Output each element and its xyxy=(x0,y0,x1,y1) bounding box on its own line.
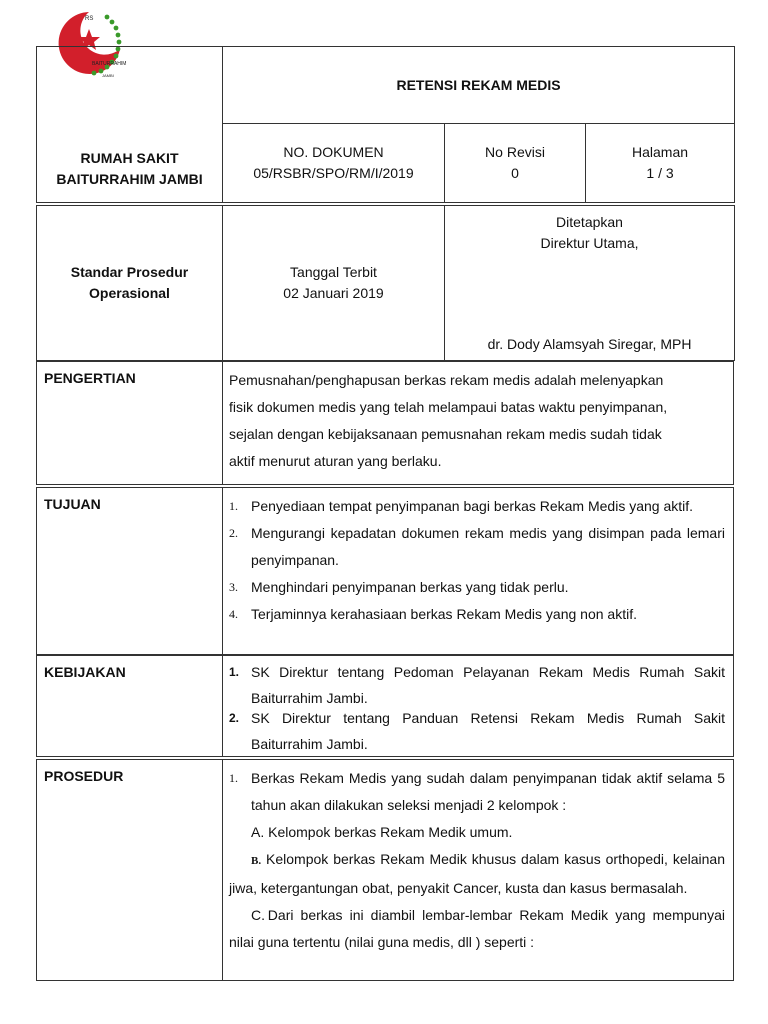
list-number: 2. xyxy=(229,711,240,725)
kebijakan-list xyxy=(229,659,725,757)
doc-no-value: 05/RSBR/SPO/RM/I/2019 xyxy=(253,165,414,181)
revision-cell xyxy=(445,124,586,203)
svg-text:BAITURRAHIM: BAITURRAHIM xyxy=(92,61,127,67)
section-body-kebijakan xyxy=(223,656,733,756)
list-text: SK Direktur tentang Pedoman Pelayanan Rekam Medis Rumah Sakit Baiturrahim Jambi. xyxy=(251,664,725,706)
page-value: 1 / 3 xyxy=(646,165,674,181)
prosedur-sub-a: A. Kelompok berkas Rekam Medik umum. xyxy=(251,824,513,840)
pengertian-line: sejalan dengan kebijaksanaan pemusnahan rekam medis sudah tidak xyxy=(229,426,662,442)
org-name-line-1: RUMAH SAKIT xyxy=(80,150,179,166)
issue-date-cell xyxy=(223,206,445,361)
page-cell xyxy=(586,124,735,203)
org-name-line-2: BAITURRAHIM JAMBI xyxy=(56,171,203,187)
list-number: 1. xyxy=(229,499,238,513)
document-number-cell xyxy=(223,124,445,203)
sop-type-cell xyxy=(37,206,223,361)
approval-position: Direktur Utama, xyxy=(540,235,639,251)
revision-label: No Revisi xyxy=(485,144,545,160)
pengertian-line: Pemusnahan/penghapusan berkas rekam medis adalah melenyapkan xyxy=(229,372,664,388)
list-number: 1. xyxy=(229,665,240,679)
list-number: 2. xyxy=(229,526,238,540)
list-text: SK Direktur tentang Panduan Retensi Rekam Medis Rumah Sakit Baiturrahim Jambi. xyxy=(251,710,725,752)
document-title: RETENSI REKAM MEDIS xyxy=(223,47,735,124)
doc-no-label: NO. DOKUMEN xyxy=(283,144,384,160)
list-text: Terjaminnya kerahasiaan berkas Rekam Medis yang non aktif. xyxy=(251,606,637,622)
list-item xyxy=(229,705,725,757)
section-pengertian xyxy=(36,361,734,485)
issue-date-value: 02 Januari 2019 xyxy=(283,285,384,301)
prosedur-list xyxy=(229,765,725,819)
list-text: Berkas Rekam Medis yang sudah dalam penyimpanan tidak aktif selama 5 tahun akan dilakukan seleksi menjadi 2 kelompok : xyxy=(251,770,725,813)
issue-date-label: Tanggal Terbit xyxy=(290,264,377,280)
signer-name: dr. Dody Alamsyah Siregar, MPH xyxy=(487,336,692,352)
sop-type-line-2: Operasional xyxy=(89,285,170,301)
prosedur-sub-b xyxy=(229,846,725,902)
list-number: 1. xyxy=(229,771,238,785)
svg-text:RS: RS xyxy=(85,16,94,22)
section-label-kebijakan: KEBIJAKAN xyxy=(37,656,223,756)
list-item xyxy=(229,601,725,628)
sop-info-table xyxy=(36,205,735,361)
list-text: Penyediaan tempat penyimpanan bagi berkas Rekam Medis yang aktif. xyxy=(251,498,694,514)
list-text: Mengurangi kepadatan dokumen rekam medis yang disimpan pada lemari penyimpanan. xyxy=(251,525,725,568)
list-text: Menghindari penyimpanan berkas yang tidak perlu. xyxy=(251,579,569,595)
page-label: Halaman xyxy=(632,144,689,160)
section-prosedur xyxy=(36,759,734,981)
list-item xyxy=(229,493,725,520)
list-number: 3. xyxy=(229,580,238,594)
svg-text:JAMBI: JAMBI xyxy=(102,73,114,78)
section-body-pengertian xyxy=(223,362,733,484)
pengertian-line: aktif menurut aturan yang berlaku. xyxy=(229,453,442,469)
approval-cell xyxy=(445,206,735,361)
organization-name xyxy=(37,47,223,203)
section-kebijakan xyxy=(36,655,734,757)
revision-value: 0 xyxy=(511,165,519,181)
section-label-prosedur: PROSEDUR xyxy=(37,760,223,980)
document-header-table xyxy=(36,46,735,203)
list-item xyxy=(229,520,725,574)
list-item xyxy=(229,574,725,601)
list-item xyxy=(229,659,725,711)
list-item xyxy=(229,765,725,819)
section-body-tujuan xyxy=(223,488,733,654)
prosedur-sub-c: C. Dari berkas ini diambil lembar-lembar Rekam Medik yang mempunyai nilai guna tertentu (nilai guna medis, dll ) seperti : xyxy=(229,907,725,950)
section-body-prosedur xyxy=(223,760,733,980)
section-label-pengertian: PENGERTIAN xyxy=(37,362,223,484)
section-tujuan xyxy=(36,487,734,655)
sop-type-line-1: Standar Prosedur xyxy=(70,264,189,280)
section-label-tujuan: TUJUAN xyxy=(37,488,223,654)
list-number: 4. xyxy=(229,607,238,621)
approval-label: Ditetapkan xyxy=(556,214,623,230)
pengertian-line: fisik dokumen medis yang telah melampaui batas waktu penyimpanan, xyxy=(229,399,668,415)
sub-b-marker: B. xyxy=(251,855,262,867)
tujuan-list xyxy=(229,493,725,628)
sub-b-text: Kelompok berkas Rekam Medik khusus dalam kasus orthopedi, kelainan jiwa, ketergantungan obat, penyakit Cancer, kusta dan kasus bermasalah. xyxy=(229,851,725,896)
